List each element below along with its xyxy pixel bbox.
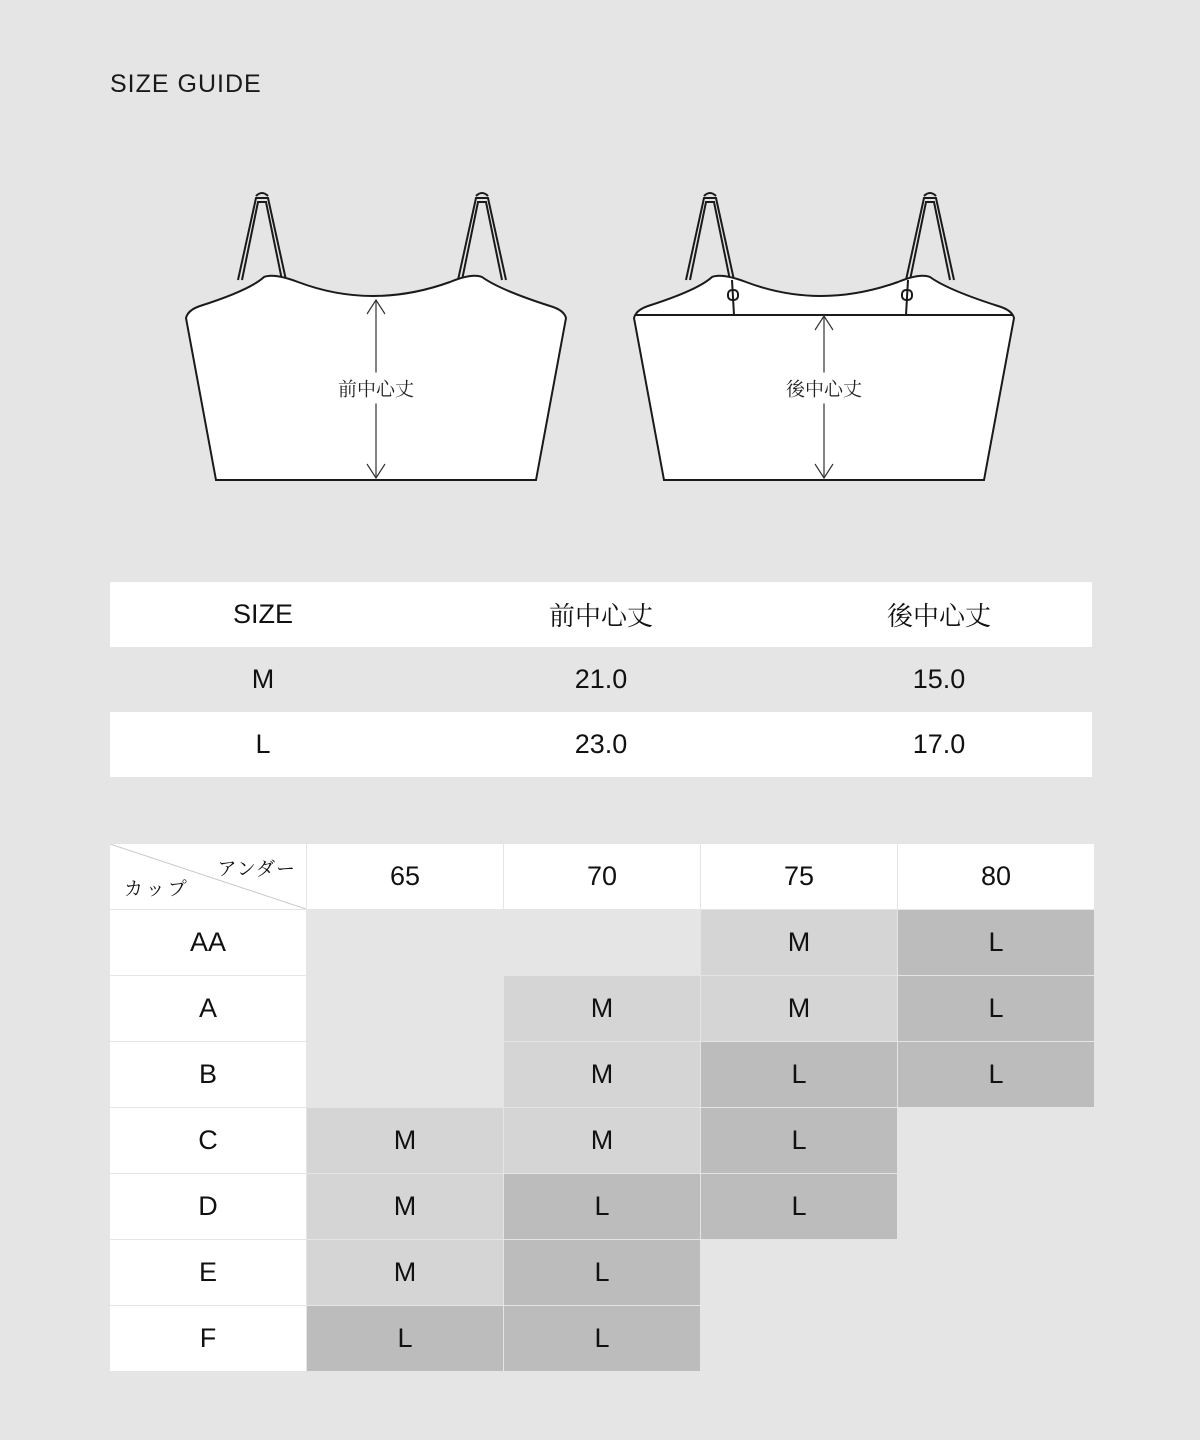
size-recommendation-cell: M	[701, 910, 897, 975]
size-recommendation-cell: L	[898, 1042, 1094, 1107]
cup-row-label: A	[110, 976, 306, 1041]
size-recommendation-cell: M	[504, 1108, 700, 1173]
cup-row-label: E	[110, 1240, 306, 1305]
empty-cell	[307, 976, 503, 1041]
size-recommendation-cell: L	[504, 1306, 700, 1371]
empty-cell	[898, 1306, 1094, 1371]
front-length-cell: 23.0	[574, 729, 628, 759]
size-cell: M	[251, 664, 275, 694]
front-length-label: 前中心丈	[334, 373, 418, 404]
size-cell: L	[255, 729, 271, 759]
cup-label: カップ	[124, 878, 190, 900]
corner-header	[110, 844, 306, 909]
size-recommendation-cell: M	[307, 1240, 503, 1305]
back-length-cell: 17.0	[912, 729, 966, 759]
empty-cell	[307, 910, 503, 975]
size-recommendation-cell: M	[307, 1174, 503, 1239]
size-row-m	[110, 647, 1092, 712]
empty-cell	[701, 1306, 897, 1371]
size-recommendation-cell: M	[701, 976, 897, 1041]
header-back-length: 後中心丈	[886, 602, 991, 632]
empty-cell	[504, 910, 700, 975]
under-bust-label: アンダー	[217, 858, 296, 880]
size-recommendation-cell: L	[504, 1174, 700, 1239]
cup-row-label: B	[110, 1042, 306, 1107]
size-recommendation-cell: L	[701, 1174, 897, 1239]
cup-row-label: C	[110, 1108, 306, 1173]
back-garment-drawing	[628, 180, 1028, 500]
empty-cell	[898, 1174, 1094, 1239]
empty-cell	[701, 1240, 897, 1305]
front-garment-diagram	[180, 180, 580, 500]
header-front-length: 前中心丈	[548, 602, 653, 632]
size-recommendation-cell: L	[307, 1306, 503, 1371]
size-table-header	[110, 582, 1092, 647]
size-measurement-table	[110, 582, 1092, 777]
front-length-cell: 21.0	[574, 664, 628, 694]
size-recommendation-cell: M	[504, 976, 700, 1041]
page-title: SIZE GUIDE	[110, 70, 262, 98]
cup-row-label: AA	[110, 910, 306, 975]
under-header: 80	[898, 844, 1094, 909]
size-recommendation-cell: L	[701, 1108, 897, 1173]
back-garment-diagram	[628, 180, 1028, 500]
under-header: 70	[504, 844, 700, 909]
size-recommendation-cell: L	[701, 1042, 897, 1107]
size-recommendation-cell: M	[307, 1108, 503, 1173]
size-row-l	[110, 712, 1092, 777]
front-garment-drawing	[180, 180, 580, 500]
size-recommendation-cell: L	[898, 910, 1094, 975]
header-size: SIZE	[232, 599, 293, 629]
under-header: 75	[701, 844, 897, 909]
cup-size-chart	[110, 844, 1094, 1371]
cup-row-label: F	[110, 1306, 306, 1371]
size-recommendation-cell: M	[504, 1042, 700, 1107]
empty-cell	[307, 1042, 503, 1107]
empty-cell	[898, 1108, 1094, 1173]
size-recommendation-cell: L	[898, 976, 1094, 1041]
empty-cell	[898, 1240, 1094, 1305]
under-header: 65	[307, 844, 503, 909]
cup-row-label: D	[110, 1174, 306, 1239]
back-length-label: 後中心丈	[782, 373, 866, 404]
back-length-cell: 15.0	[912, 664, 966, 694]
size-recommendation-cell: L	[504, 1240, 700, 1305]
